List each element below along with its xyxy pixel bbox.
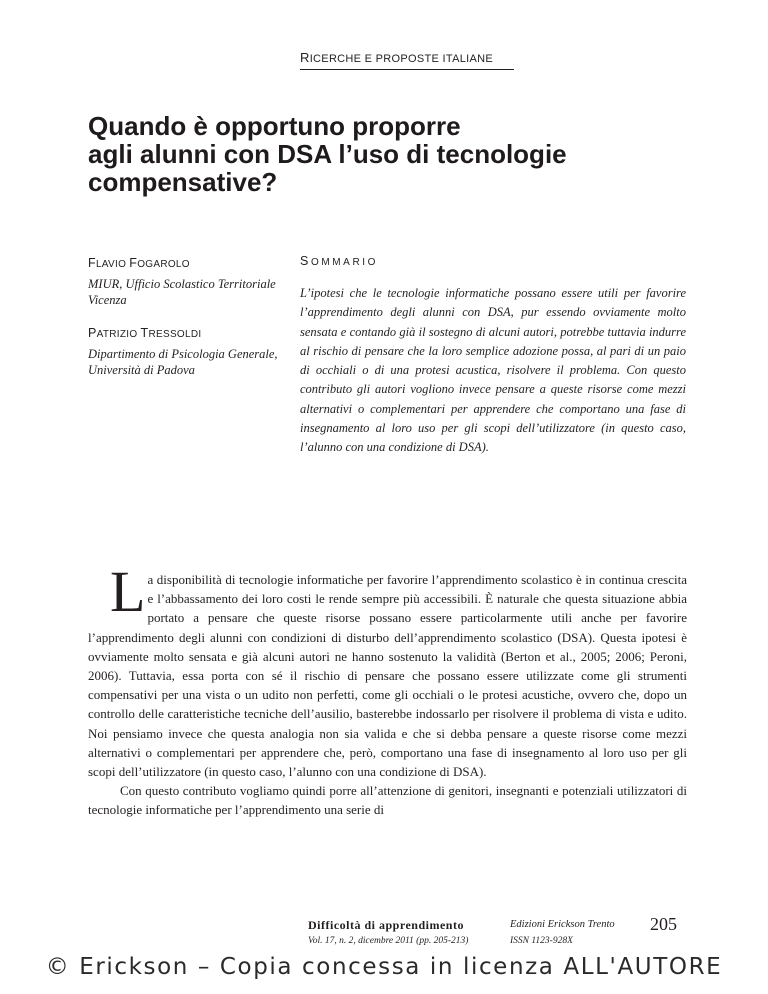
issn: ISSN 1123-928X xyxy=(510,936,573,946)
title-line: Quando è opportuno proporre xyxy=(88,111,461,141)
section-label: RICERCHE E PROPOSTE ITALIANE xyxy=(300,50,514,70)
page-number: 205 xyxy=(650,914,677,934)
summary-heading: SOMMARIO xyxy=(300,254,379,268)
author-name: PATRIZIO TRESSOLDI xyxy=(88,326,202,340)
article-body xyxy=(88,559,687,820)
journal-name: Difficoltà di apprendimento xyxy=(308,918,464,932)
author-1 xyxy=(88,256,298,308)
title-line: agli alunni con DSA l’uso di tecnologie xyxy=(88,139,567,169)
publisher: Edizioni Erickson Trento xyxy=(510,919,615,930)
author-affiliation: Dipartimento di Psicologia Generale, Università di Padova xyxy=(88,347,278,377)
paragraph-1-text: a disponibilità di tecnologie informatiche per favorire l’apprendimento scolastico è in continua crescita e l’abbassamento dei loro costi le rende sempre più accessibili. È naturale che questa situazione abbia portato a pensare che queste risorse possano essere particolarmente utili anche per favorire l’apprendimento degli alunni con condizioni di disturbo dell’apprendimento scolastico (DSA). Questa ipotesi è ovviamente molto sensata e già alcuni autori ne hanno sostenuto la validità (Berton et al., 2005; 2006; Peroni, 2006). Tuttavia, essa porta con sé il rischio di pensare che possano essere utilizzate come gli strumenti compensativi per una vista o un udito non perfetti, come gli occhiali o le protesi acustiche, ovvero che, dopo un controllo delle caratteristiche tecniche dell’ausilio, basterebbe indossarlo per risolvere il problema di vista e udito. Noi pensiamo invece che questa analogia non sia valida e che si debba pensare a queste risorse come mezzi alternativi o complementari per apprendere che, però, comportano una fase di insegnamento al loro uso per gli scopi dell’utilizzatore (in questo caso, l’alunno con una condizione di DSA). xyxy=(88,572,687,780)
page-footer xyxy=(0,914,768,958)
author-affiliation: MIUR, Ufficio Scolastico Territoriale Vicenza xyxy=(88,277,276,307)
copyright-notice: © Erickson – Copia concessa in licenza ALL'AUTORE xyxy=(45,954,723,980)
title-line: compensative? xyxy=(88,167,278,197)
article-title xyxy=(88,112,688,196)
author-name: FLAVIO FOGAROLO xyxy=(88,256,190,270)
authors-block xyxy=(88,256,298,378)
summary-text: L’ipotesi che le tecnologie informatiche possano essere utili per favorire l’apprendimento degli alunni con DSA, pur essendo ovviamente molto sensata e contando già il sostegno di alcuni autori, potrebbe tuttavia indurre al rischio di pensare che la loro semplice adozione possa, al pari di un paio di occhiali o di una protesi acustica, risolvere il problema. Con questo contributo gli autori vogliono invece pensare a queste risorse come mezzi alternativi o complementari per apprendere che comportano una fase di insegnamento al loro uso per gli scopi dell’utilizzatore (in questo caso, l’alunno con una condizione di DSA). xyxy=(300,286,686,455)
paragraph-2: Con questo contributo vogliamo quindi porre all’attenzione di genitori, insegnanti e potenziali utilizzatori di tecnologie informatiche per l’apprendimento una serie di xyxy=(88,783,687,818)
journal-volume: Vol. 17, n. 2, dicembre 2011 (pp. 205-213) xyxy=(308,936,469,946)
paragraph-1 xyxy=(88,559,687,781)
author-2 xyxy=(88,326,298,378)
drop-cap: L xyxy=(110,559,146,624)
